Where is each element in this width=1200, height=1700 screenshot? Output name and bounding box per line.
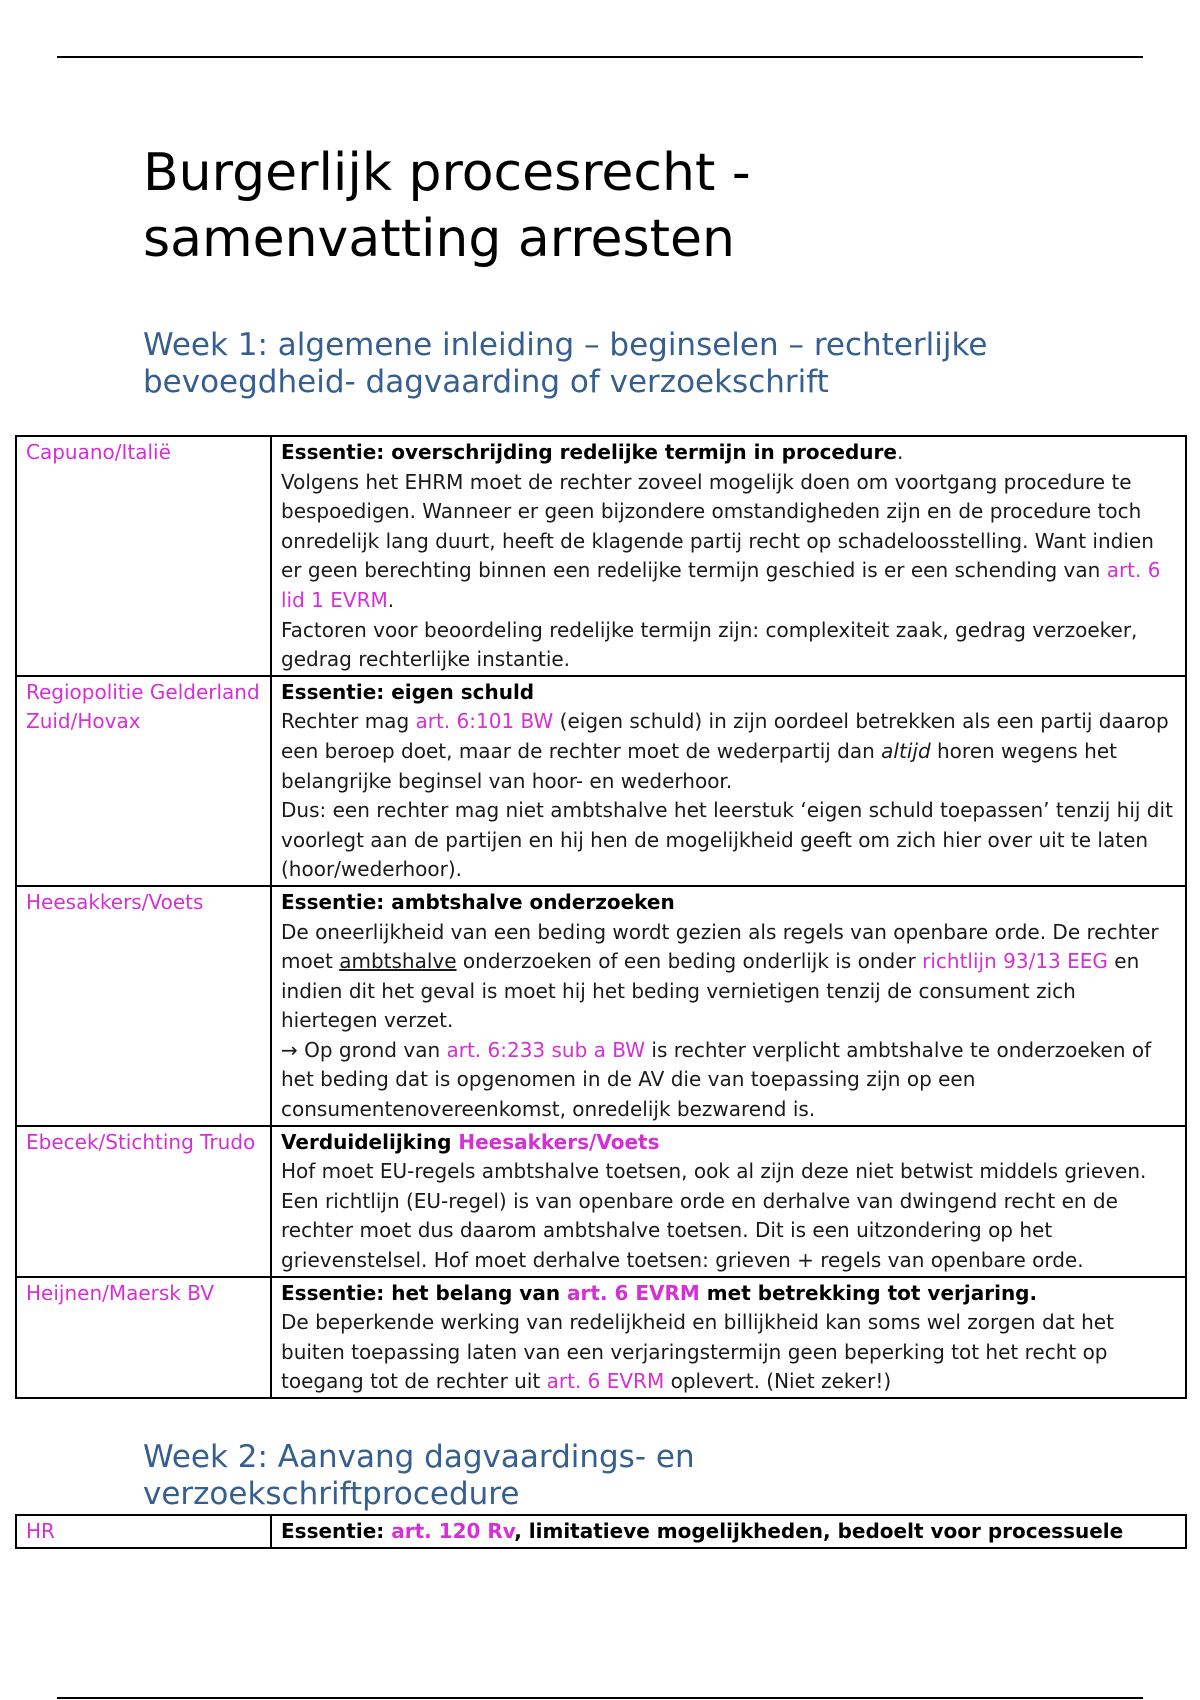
summary-text: De beperkende werking van redelijkheid en billijkheid kan soms wel zorgen dat het buiten toepassing laten van een verjaringstermijn geen beperking tot het recht op toegang tot de rechter uit	[281, 1310, 1114, 1394]
week2-heading-line-1: Week 2: Aanvang dagvaardings- en	[143, 1439, 695, 1475]
table-row	[16, 1126, 1186, 1277]
header-rule	[57, 56, 1143, 58]
case-lead-text: , limitatieve mogelijkheden, bedoelt voor processuele	[514, 1519, 1124, 1543]
case-name: Regiopolitie Gelderland Zuid/Hovax	[16, 676, 271, 886]
summary-text: (eigen schuld) in zijn oordeel betrekken als een partij daarop een beroep doet, maar de rechter moet de wederpartij dan	[281, 709, 1169, 763]
case-lead: Essentie: overschrijding redelijke termijn in procedure	[281, 440, 897, 464]
case-lead: Essentie: eigen schuld	[281, 679, 535, 704]
case-name: Ebecek/Stichting Trudo	[16, 1126, 271, 1277]
summary-text: is rechter verplicht ambtshalve te onderzoeken of het beding dat is opgenomen in de AV die van toepassing zijn op een consumentenovereenkomst, onredelijk bezwarend is.	[281, 1037, 1152, 1122]
week2-case-table	[15, 1514, 1187, 1549]
summary-text: en indien dit het geval is moet hij het beding vernietigen tenzij de consument zich hiertegen verzet.	[281, 949, 1140, 1033]
summary-text: horen wegens het belangrijke beginsel van hoor- en wederhoor.	[281, 738, 1117, 793]
case-summary	[271, 886, 1186, 1126]
case-lead	[281, 1281, 1037, 1305]
case-lead	[281, 1519, 1123, 1543]
case-lead-text: met betrekking tot verjaring.	[699, 1280, 1038, 1305]
underlined-text: ambtshalve	[339, 949, 457, 974]
case-summary	[271, 436, 1186, 676]
summary-text: → Op grond van	[281, 1037, 447, 1062]
case-lead-text: Essentie: het belang van	[281, 1280, 568, 1305]
case-lead-end: .	[896, 440, 904, 464]
summary-text: Rechter mag	[281, 709, 416, 734]
table-row	[16, 1277, 1186, 1398]
case-name: HR	[16, 1515, 271, 1548]
emphasis-text: altijd	[881, 738, 931, 763]
legal-reference: art. 6:101 BW	[415, 709, 554, 734]
table-row	[16, 886, 1186, 1126]
week2-heading-line-2: verzoekschriftprocedure	[143, 1476, 520, 1512]
title-line-2: samenvatting arresten	[143, 209, 735, 269]
summary-text: Factoren voor beoordeling redelijke termijn zijn: complexiteit zaak, gedrag verzoeker, gedrag rechterlijke instantie.	[281, 617, 1138, 672]
document-title	[143, 140, 751, 272]
case-summary	[271, 1515, 1186, 1548]
legal-reference: art. 6:233 sub a BW	[446, 1037, 646, 1062]
summary-text: Volgens het EHRM moet de rechter zoveel mogelijk doen om voortgang procedure te bespoedigen. Wanneer er geen bijzondere omstandigheden zijn en de procedure toch onredelijk lang duurt, heeft de klagende partij recht op schadeloosstelling. Want indien er geen berechting binnen een redelijke termijn geschied is er een schending van	[281, 469, 1154, 583]
week1-case-table	[15, 435, 1187, 1399]
case-name: Heijnen/Maersk BV	[16, 1277, 271, 1398]
table-row	[16, 1515, 1186, 1548]
legal-reference: art. 6 lid 1 EVRM	[281, 558, 1161, 612]
case-name: Capuano/Italië	[16, 436, 271, 676]
week1-heading-line-2: bevoegdheid- dagvaarding of verzoekschrift	[143, 364, 829, 400]
legal-reference: richtlijn 93/13 EEG	[922, 949, 1108, 974]
table-row	[16, 676, 1186, 886]
table-row	[16, 436, 1186, 676]
footer-rule	[57, 1697, 1143, 1699]
case-lead-text: Verduidelijking	[281, 1129, 459, 1154]
case-name: Heesakkers/Voets	[16, 886, 271, 1126]
case-summary	[271, 1277, 1186, 1398]
title-line-1: Burgerlijk procesrecht -	[143, 143, 751, 203]
week2-heading	[143, 1439, 695, 1513]
summary-text: Dus: een rechter mag niet ambtshalve het leerstuk ‘eigen schuld toepassen’ tenzij hij dit voorlegt aan de partijen en hij hen de mogelijkheid geeft om zich hier over uit te laten (hoor/wederhoor).	[281, 798, 1173, 882]
week1-heading	[143, 327, 987, 401]
legal-reference: art. 120 Rv	[391, 1519, 515, 1543]
case-summary	[271, 1126, 1186, 1277]
summary-text: .	[387, 587, 395, 612]
case-lead: Essentie: ambtshalve onderzoeken	[281, 889, 675, 914]
legal-reference: Heesakkers/Voets	[458, 1129, 660, 1154]
summary-text: Hof moet EU-regels ambtshalve toetsen, ook al zijn deze niet betwist middels grieven. Een richtlijn (EU-regel) is van openbare orde en derhalve van dwingend recht en de rechter moet dus daarom ambtshalve toetsen. Dit is een uitzondering op het grievenstelsel. Hof moet derhalve toetsen: grieven + regels van openbare orde.	[281, 1159, 1147, 1273]
case-summary	[271, 676, 1186, 886]
summary-text: onderzoeken of een beding onderlijk is onder	[456, 949, 923, 974]
case-lead-text: Essentie:	[281, 1519, 392, 1543]
legal-reference: art. 6 EVRM	[546, 1369, 665, 1394]
week1-heading-line-1: Week 1: algemene inleiding – beginselen – rechterlijke	[143, 327, 988, 363]
legal-reference: art. 6 EVRM	[567, 1280, 700, 1305]
summary-text: oplevert. (Niet zeker!)	[664, 1369, 892, 1394]
case-lead	[281, 1130, 659, 1154]
summary-text: De oneerlijkheid van een beding wordt gezien als regels van openbare orde. De rechter moet	[281, 919, 1159, 974]
